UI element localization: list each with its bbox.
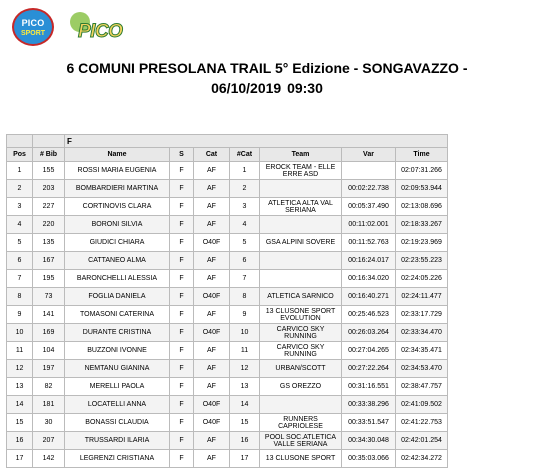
cell-sex: F: [170, 378, 194, 396]
cell-sex: F: [170, 270, 194, 288]
page-title: 6 COMUNI PRESOLANA TRAIL 5° Edizione - SONGAVAZZO -: [66, 60, 468, 76]
cell-category-position: 8: [230, 288, 260, 306]
cell-position: 11: [7, 342, 33, 360]
cell-position: 8: [7, 288, 33, 306]
cell-sex: F: [170, 432, 194, 450]
cell-position: 10: [7, 324, 33, 342]
cell-time: 02:18:33.267: [396, 216, 448, 234]
column-header-var: Var: [342, 148, 396, 162]
column-header-pos: Pos: [7, 148, 33, 162]
cell-position: 5: [7, 234, 33, 252]
cell-category: O40F: [194, 234, 230, 252]
cell-var: 00:16:34.020: [342, 270, 396, 288]
cell-sex: F: [170, 396, 194, 414]
cell-var: 00:11:02.001: [342, 216, 396, 234]
column-header-bib: # Bib: [33, 148, 65, 162]
cell-team: GSA ALPINI SOVERE: [260, 234, 342, 252]
cell-time: 02:09:53.944: [396, 180, 448, 198]
cell-category-position: 10: [230, 324, 260, 342]
cell-position: 16: [7, 432, 33, 450]
column-header-name: Name: [65, 148, 170, 162]
cell-time: 02:42:01.254: [396, 432, 448, 450]
cell-var: 00:25:46.523: [342, 306, 396, 324]
cell-sex: F: [170, 414, 194, 432]
cell-category: AF: [194, 432, 230, 450]
cell-var: 00:05:37.490: [342, 198, 396, 216]
cell-category-position: 11: [230, 342, 260, 360]
cell-name: CATTANEO ALMA: [65, 252, 170, 270]
cell-category-position: 17: [230, 450, 260, 468]
cell-name: DURANTE CRISTINA: [65, 324, 170, 342]
cell-sex: F: [170, 324, 194, 342]
cell-var: 00:27:04.265: [342, 342, 396, 360]
table-row: [7, 198, 448, 216]
cell-name: FOGLIA DANIELA: [65, 288, 170, 306]
cell-time: 02:07:31.266: [396, 162, 448, 180]
cell-team: [260, 216, 342, 234]
cell-team: [260, 180, 342, 198]
page-subtitle-date: 06/10/2019 09:30: [211, 80, 323, 96]
cell-position: 1: [7, 162, 33, 180]
cell-position: 3: [7, 198, 33, 216]
table-row: [7, 414, 448, 432]
cell-position: 12: [7, 360, 33, 378]
table-header-row: [7, 148, 448, 162]
cell-category: AF: [194, 162, 230, 180]
cell-team: ATLETICA ALTA VAL SERIANA: [260, 198, 342, 216]
cell-time: 02:38:47.757: [396, 378, 448, 396]
cell-var: 00:02:22.738: [342, 180, 396, 198]
table-row: [7, 396, 448, 414]
cell-bib: 135: [33, 234, 65, 252]
cell-var: 00:31:16.551: [342, 378, 396, 396]
cell-bib: 82: [33, 378, 65, 396]
cell-sex: F: [170, 252, 194, 270]
cell-bib: 197: [33, 360, 65, 378]
cell-time: 02:41:09.502: [396, 396, 448, 414]
cell-category: AF: [194, 378, 230, 396]
cell-team: CARVICO SKY RUNNING: [260, 324, 342, 342]
cell-time: 02:34:53.470: [396, 360, 448, 378]
table-row: [7, 360, 448, 378]
cell-bib: 104: [33, 342, 65, 360]
cell-var: 00:33:38.296: [342, 396, 396, 414]
cell-name: BORONI SILVIA: [65, 216, 170, 234]
cell-sex: F: [170, 162, 194, 180]
cell-bib: 207: [33, 432, 65, 450]
cell-bib: 141: [33, 306, 65, 324]
cell-team: [260, 396, 342, 414]
column-header-sex: S: [170, 148, 194, 162]
cell-var: 00:16:40.271: [342, 288, 396, 306]
cell-sex: F: [170, 342, 194, 360]
cell-time: 02:24:11.477: [396, 288, 448, 306]
cell-var: 00:16:24.017: [342, 252, 396, 270]
table-row: [7, 378, 448, 396]
cell-position: 13: [7, 378, 33, 396]
cell-category-position: 14: [230, 396, 260, 414]
cell-var: 00:35:03.066: [342, 450, 396, 468]
cell-position: 2: [7, 180, 33, 198]
cell-category: O40F: [194, 396, 230, 414]
table-row: [7, 234, 448, 252]
cell-var: 00:26:03.264: [342, 324, 396, 342]
cell-sex: F: [170, 198, 194, 216]
cell-time: 02:34:35.471: [396, 342, 448, 360]
table-row: [7, 324, 448, 342]
table-row: [7, 288, 448, 306]
cell-position: 4: [7, 216, 33, 234]
cell-position: 9: [7, 306, 33, 324]
table-row: [7, 252, 448, 270]
column-header-time: Time: [396, 148, 448, 162]
cell-time: 02:41:22.753: [396, 414, 448, 432]
cell-bib: 195: [33, 270, 65, 288]
cell-bib: 169: [33, 324, 65, 342]
cell-time: 02:33:34.470: [396, 324, 448, 342]
table-row: [7, 450, 448, 468]
table-row: [7, 270, 448, 288]
cell-category: AF: [194, 306, 230, 324]
cell-category-position: 16: [230, 432, 260, 450]
cell-sex: F: [170, 180, 194, 198]
table-row: [7, 180, 448, 198]
logo-text-line1: PICO: [21, 18, 45, 28]
table-row: [7, 342, 448, 360]
cell-team: POOL SOC.ATLETICA VALLE SERIANA: [260, 432, 342, 450]
results-table: [6, 134, 448, 468]
cell-team: 13 CLUSONE SPORT EVOLUTION: [260, 306, 342, 324]
cell-category-position: 2: [230, 180, 260, 198]
pico-brand-logo: [70, 12, 124, 46]
cell-time: 02:42:34.272: [396, 450, 448, 468]
table-row: [7, 216, 448, 234]
cell-bib: 142: [33, 450, 65, 468]
cell-position: 15: [7, 414, 33, 432]
cell-category: AF: [194, 360, 230, 378]
cell-var: [342, 162, 396, 180]
cell-var: 00:11:52.763: [342, 234, 396, 252]
cell-category-position: 6: [230, 252, 260, 270]
cell-position: 6: [7, 252, 33, 270]
cell-position: 17: [7, 450, 33, 468]
cell-team: ATLETICA SARNICO: [260, 288, 342, 306]
cell-team: RUNNERS CAPRIOLESE: [260, 414, 342, 432]
cell-team: 13 CLUSONE SPORT: [260, 450, 342, 468]
cell-time: 02:33:17.729: [396, 306, 448, 324]
cell-name: ROSSI MARIA EUGENIA: [65, 162, 170, 180]
cell-position: 7: [7, 270, 33, 288]
cell-category-position: 1: [230, 162, 260, 180]
cell-sex: F: [170, 450, 194, 468]
table-row: [7, 162, 448, 180]
cell-bib: 220: [33, 216, 65, 234]
cell-category: AF: [194, 270, 230, 288]
table-row: [7, 306, 448, 324]
cell-category-position: 3: [230, 198, 260, 216]
cell-category-position: 4: [230, 216, 260, 234]
category-label: F: [65, 135, 448, 148]
cell-name: GIUDICI CHIARA: [65, 234, 170, 252]
category-row: [7, 135, 448, 148]
cell-var: 00:34:30.048: [342, 432, 396, 450]
cell-sex: F: [170, 306, 194, 324]
cell-name: BUZZONI IVONNE: [65, 342, 170, 360]
column-header-cat-position: #Cat: [230, 148, 260, 162]
cell-sex: F: [170, 234, 194, 252]
results-table-wrapper: [6, 134, 447, 468]
pico-sport-logo: [12, 8, 54, 46]
table-row: [7, 432, 448, 450]
cell-time: 02:19:23.969: [396, 234, 448, 252]
cell-name: BARONCHELLI ALESSIA: [65, 270, 170, 288]
cell-name: BOMBARDIERI MARTINA: [65, 180, 170, 198]
cell-name: MERELLI PAOLA: [65, 378, 170, 396]
cell-category: O40F: [194, 324, 230, 342]
cell-name: CORTINOVIS CLARA: [65, 198, 170, 216]
cell-name: NEMTANU GIANINA: [65, 360, 170, 378]
cell-bib: 227: [33, 198, 65, 216]
cell-team: URBAN/SCOTT: [260, 360, 342, 378]
cell-bib: 167: [33, 252, 65, 270]
column-header-cat: Cat: [194, 148, 230, 162]
cell-name: TOMASONI CATERINA: [65, 306, 170, 324]
results-table-body: [7, 135, 448, 468]
cell-team: [260, 270, 342, 288]
cell-category: AF: [194, 342, 230, 360]
cell-sex: F: [170, 288, 194, 306]
cell-category-position: 9: [230, 306, 260, 324]
cell-sex: F: [170, 216, 194, 234]
cell-team: CARVICO SKY RUNNING: [260, 342, 342, 360]
cell-name: LEGRENZI CRISTIANA: [65, 450, 170, 468]
cell-bib: 203: [33, 180, 65, 198]
cell-category-position: 12: [230, 360, 260, 378]
cell-category: O40F: [194, 288, 230, 306]
cell-name: BONASSI CLAUDIA: [65, 414, 170, 432]
cell-category: O40F: [194, 414, 230, 432]
cell-position: 14: [7, 396, 33, 414]
cell-bib: 73: [33, 288, 65, 306]
cell-category: AF: [194, 252, 230, 270]
cell-bib: 155: [33, 162, 65, 180]
cell-name: TRUSSARDI ILARIA: [65, 432, 170, 450]
cell-time: 02:23:55.223: [396, 252, 448, 270]
cell-bib: 30: [33, 414, 65, 432]
cell-category-position: 15: [230, 414, 260, 432]
logo-text-line2: SPORT: [20, 30, 46, 37]
cell-category-position: 13: [230, 378, 260, 396]
cell-team: GS OREZZO: [260, 378, 342, 396]
cell-time: 02:13:08.696: [396, 198, 448, 216]
cell-time: 02:24:05.226: [396, 270, 448, 288]
cell-category: AF: [194, 180, 230, 198]
cell-category: AF: [194, 450, 230, 468]
cell-team: EROCK TEAM - ELLE ERRE ASD: [260, 162, 342, 180]
cell-name: LOCATELLI ANNA: [65, 396, 170, 414]
logo-wordmark: PICO: [78, 21, 123, 42]
cell-category: AF: [194, 216, 230, 234]
cell-var: 00:27:22.264: [342, 360, 396, 378]
cell-category-position: 5: [230, 234, 260, 252]
cell-sex: F: [170, 360, 194, 378]
cell-var: 00:33:51.547: [342, 414, 396, 432]
cell-bib: 181: [33, 396, 65, 414]
cell-category-position: 7: [230, 270, 260, 288]
cell-category: AF: [194, 198, 230, 216]
cell-team: [260, 252, 342, 270]
column-header-team: Team: [260, 148, 342, 162]
